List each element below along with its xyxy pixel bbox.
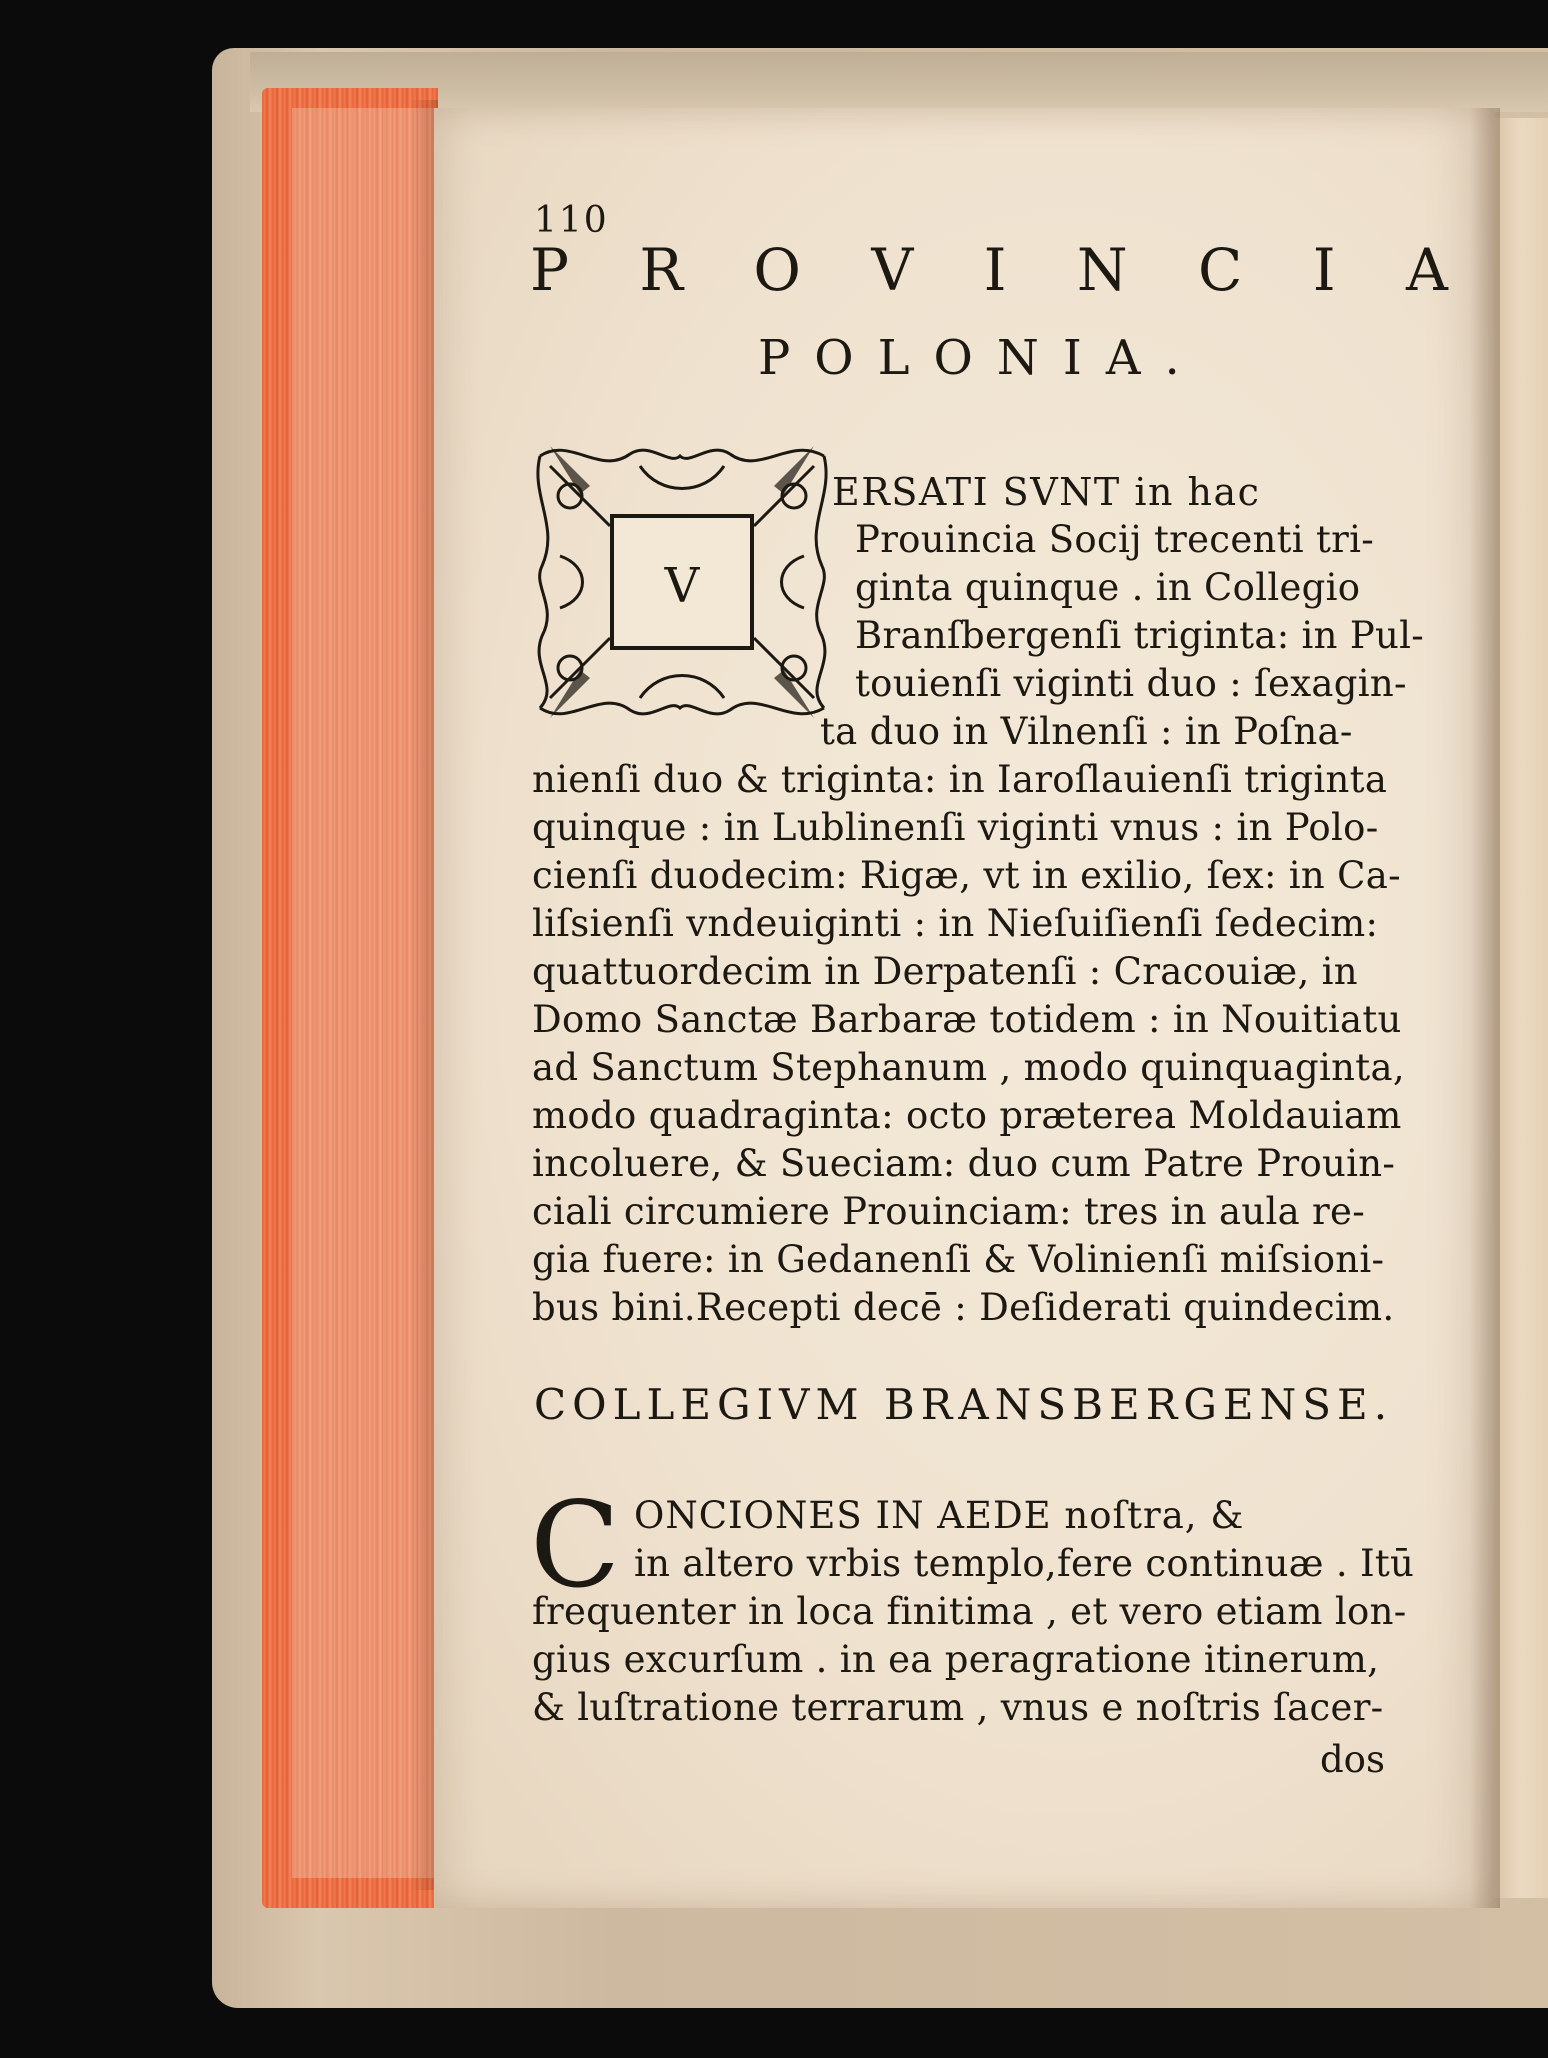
section-heading: COLLEGIVM BRANSBERGENSE.: [534, 1380, 1394, 1429]
text-line: liſsienſi vndeuiginti : in Nieſuiſienſi ſedecim:: [532, 902, 1379, 945]
text-line: ERSATI SVNT in hac: [832, 470, 1261, 514]
drop-cap: C: [530, 1476, 621, 1614]
text-line: Prouincia Socij trecenti tri-: [855, 518, 1375, 561]
text-line: touienſi viginti duo : ſexagin-: [855, 662, 1407, 705]
title-letter: O: [753, 236, 803, 304]
text-line: ta duo in Vilnenſi : in Poſna-: [820, 710, 1353, 753]
text-line: ginta quinque . in Collegio: [855, 566, 1361, 609]
text-line: quinque : in Lublinenſi viginti vnus : in Polo-: [532, 806, 1379, 849]
title-letter: I: [1312, 236, 1338, 304]
text-line: nienſi duo & triginta: in Iaroſlauienſi triginta: [532, 758, 1388, 801]
title-letter: A: [1406, 236, 1450, 304]
catchword: dos: [1320, 1738, 1385, 1781]
title-letter: I: [983, 236, 1009, 304]
title-letter: C: [1197, 236, 1245, 304]
text-line: quattuordecim in Derpatenſi : Cracouiæ, in: [532, 950, 1358, 993]
text-line: gius excurſum . in ea peragratione itinerum,: [532, 1638, 1380, 1681]
subtitle: POLONIA.: [758, 330, 1204, 386]
text-line: gia fuere: in Gedanenſi & Volinienſi miſsioni-: [532, 1238, 1385, 1281]
text-line: modo quadraginta: octo præterea Moldauiam: [532, 1094, 1402, 1137]
title-letter: V: [871, 236, 916, 304]
title-letter: R: [639, 236, 686, 304]
text-line: frequenter in loca finitima , et vero etiam lon-: [532, 1590, 1407, 1633]
text-line: Domo Sanctæ Barbaræ totidem : in Nouitiatu: [532, 998, 1402, 1041]
text-line: incoluere, & Sueciam: duo cum Patre Prouin-: [532, 1142, 1396, 1185]
text-line: ad Sanctum Stephanum , modo quinquaginta,: [532, 1046, 1405, 1089]
page-number: 110: [534, 200, 609, 241]
title-letter: P: [530, 236, 572, 304]
text-line: bus bini.Recepti decē : Deſiderati quindecim.: [532, 1286, 1395, 1329]
text-line: & luſtratione terrarum , vnus e noſtris ſacer-: [532, 1686, 1384, 1729]
text-line: Branſbergenſi triginta: in Pul-: [855, 614, 1425, 657]
initial-letter: V: [664, 558, 700, 614]
text-line: in altero vrbis templo,fere continuæ . Itū: [634, 1542, 1415, 1585]
title-letter: N: [1076, 236, 1130, 304]
text-line: ciali circumiere Prouinciam: tres in aula re-: [532, 1190, 1366, 1233]
text-line: cienſi duodecim: Rigæ, vt in exilio, ſex: in Ca-: [532, 854, 1401, 897]
text-line: ONCIONES IN AEDE noſtra, &: [634, 1494, 1245, 1537]
